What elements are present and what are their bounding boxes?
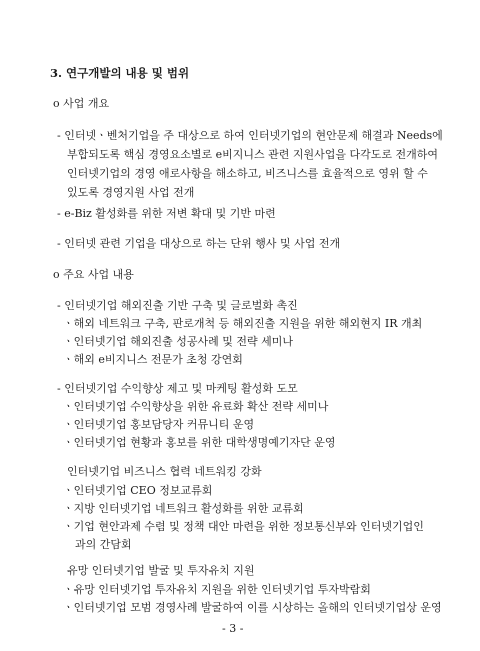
group-4-title: 유망 인터넷기업 발굴 및 투자유치 지원 — [67, 564, 255, 577]
group-1-item: ㆍ해외 e비지니스 전문가 초청 강연회 — [63, 353, 243, 366]
group-1-item: ㆍ해외 네트워크 구축, 판로개척 등 해외진출 지원을 위한 해외현지 IR 개최 — [63, 317, 423, 330]
section-title: 3. 연구개발의 내용 및 범위 — [50, 66, 190, 80]
group-1-item: ㆍ인터넷기업 해외진출 성공사례 및 전략 세미나 — [63, 335, 294, 348]
group-2-title: - 인터넷기업 수익향상 제고 및 마케팅 활성화 도모 — [57, 382, 298, 395]
overview-item-3: - 인터넷 관련 기업을 대상으로 하는 단위 행사 및 사업 전개 — [57, 237, 341, 250]
page-number: - 3 - — [222, 622, 244, 635]
overview-item-1-line-4: 있도록 경영지원 사업 전개 — [67, 186, 195, 199]
overview-item-1-line-2: 부합되도록 핵심 경영요소별로 e비지니스 관련 지원사업을 다각도로 전개하여 — [67, 148, 439, 161]
overview-heading: o 사업 개요 — [53, 97, 110, 110]
group-1-title: - 인터넷기업 해외진출 기반 구축 및 글로벌화 촉진 — [57, 299, 298, 312]
group-3-item-continuation: 과의 간담회 — [75, 538, 132, 551]
group-2-item: ㆍ인터넷기업 홍보담당자 커뮤니티 운영 — [63, 418, 255, 431]
group-3-title: 인터넷기업 비즈니스 협력 네트워킹 강화 — [67, 465, 262, 478]
group-4-item: ㆍ유망 인터넷기업 투자유치 지원을 위한 인터넷기업 투자박람회 — [63, 583, 371, 596]
group-3-item: ㆍ지방 인터넷기업 네트워크 활성화를 위한 교류회 — [63, 502, 304, 515]
overview-item-1-line-1: - 인터넷ㆍ벤처기업을 주 대상으로 하여 인터넷기업의 현안문제 해결과 Needs에 — [57, 129, 443, 142]
overview-item-1-line-3: 인터넷기업의 경영 애로사항을 해소하고, 비즈니스를 효율적으로 영위 할 수 — [67, 167, 428, 180]
group-4-item: ㆍ인터넷기업 모범 경영사례 발굴하여 이를 시상하는 올해의 인터넷기업상 운영 — [63, 601, 442, 614]
overview-item-2: - e-Biz 활성화를 위한 저변 확대 및 기반 마련 — [57, 207, 276, 220]
group-2-item: ㆍ인터넷기업 수익향상을 위한 유료화 확산 전략 세미나 — [63, 400, 329, 413]
group-2-item: ㆍ인터넷기업 현황과 홍보를 위한 대학생명예기자단 운영 — [63, 436, 336, 449]
group-3-item: ㆍ인터넷기업 CEO 정보교류회 — [63, 484, 213, 497]
group-3-item: ㆍ기업 현안과제 수렴 및 정책 대안 마련을 위한 정보통신부와 인터넷기업인 — [63, 520, 424, 533]
main-heading: o 주요 사업 내용 — [53, 268, 134, 281]
